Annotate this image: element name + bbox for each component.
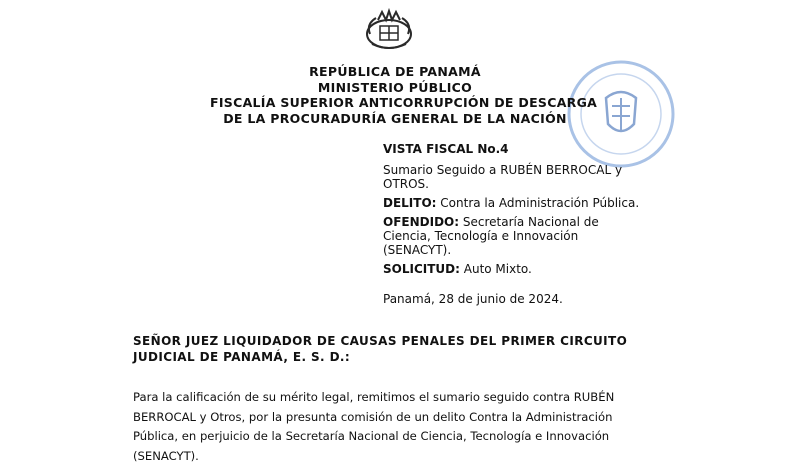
sumario-line-1: Sumario Seguido a RUBÉN BERROCAL y — [383, 163, 623, 177]
sumario-block — [383, 163, 683, 191]
ofendido-line-3: (SENACYT). — [383, 243, 452, 257]
sumario-line-2: OTROS. — [383, 177, 429, 191]
vista-fiscal-label: VISTA FISCAL No.4 — [383, 142, 509, 156]
body-line-4: (SENACYT). — [133, 449, 199, 464]
header-fiscalia: FISCALÍA SUPERIOR ANTICORRUPCIÓN DE DESCARGA — [210, 95, 598, 110]
header-ministry: MINISTERIO PÚBLICO — [317, 79, 473, 95]
delito-label: DELITO: — [383, 196, 437, 210]
vista-fiscal-title — [383, 142, 683, 156]
ofendido-label: OFENDIDO: — [383, 215, 460, 229]
ofendido-line-1: Secretaría Nacional de — [462, 215, 599, 229]
coat-of-arms-emblem — [358, 6, 420, 52]
solicitud-row — [383, 262, 683, 276]
delito-row — [383, 196, 683, 210]
addressee — [133, 334, 693, 365]
body-line-2: BERROCAL y Otros, por la presunta comisión de un delito Contra la Administración — [133, 409, 613, 424]
body-line-3: Pública, en perjuicio de la Secretaría Nacional de Ciencia, Tecnología e Innovación — [133, 429, 610, 444]
header-republic: REPÚBLICA DE PANAMÁ — [309, 64, 481, 79]
body-line-1: Para la calificación de su mérito legal, remitimos el sumario seguido contra RUBÉN — [133, 390, 615, 404]
addressee-line-1: SEÑOR JUEZ LIQUIDADOR DE CAUSAS PENALES DEL PRIMER CIRCUITO — [133, 334, 628, 348]
addressee-line-2: JUDICIAL DE PANAMÁ, E. S. D.: — [133, 349, 351, 364]
institution-header — [210, 64, 598, 126]
ofendido-line-2: Ciencia, Tecnología e Innovación — [383, 229, 579, 243]
document-date: Panamá, 28 de junio de 2024. — [383, 292, 563, 306]
delito-value: Contra la Administración Pública. — [440, 196, 640, 210]
solicitud-value: Auto Mixto. — [463, 262, 532, 276]
header-procuraduria: DE LA PROCURADURÍA GENERAL DE LA NACIÓN — [223, 110, 567, 126]
body-paragraph — [133, 388, 693, 467]
ofendido-block — [383, 215, 683, 257]
solicitud-label: SOLICITUD: — [383, 262, 460, 276]
